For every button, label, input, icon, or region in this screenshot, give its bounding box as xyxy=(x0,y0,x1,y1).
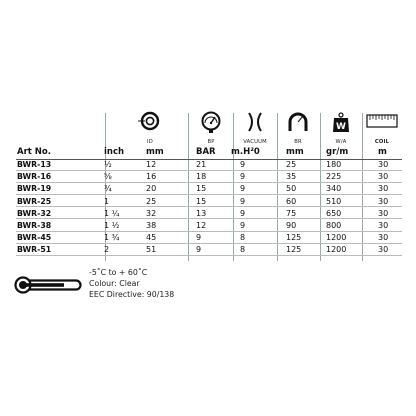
vacuum-cell xyxy=(235,111,275,145)
cell-art-no: BWR-38 xyxy=(17,220,52,230)
cell-bp: 9 xyxy=(196,245,202,255)
coil-ruler-icon xyxy=(365,111,399,133)
cell-bp: 12 xyxy=(196,220,207,230)
table-header xyxy=(16,145,402,158)
header-weight-unit: gr/m xyxy=(326,147,349,157)
cell-weight: 225 xyxy=(326,172,342,182)
cell-mm: 38 xyxy=(146,220,157,230)
table-row xyxy=(16,182,402,194)
table-row xyxy=(16,231,402,243)
header-mm: mm xyxy=(146,147,164,157)
inner-diameter-icon xyxy=(137,111,163,133)
cell-mm: 12 xyxy=(146,160,157,169)
cell-length: 30 xyxy=(378,208,389,218)
bp-caption: BP xyxy=(207,139,215,145)
cell-mm: 20 xyxy=(146,184,157,194)
table-row xyxy=(16,207,402,219)
coil-caption: COIL xyxy=(374,139,390,145)
id-caption: ID xyxy=(147,139,153,145)
cell-length: 30 xyxy=(378,196,389,206)
cell-bp: 21 xyxy=(196,160,207,169)
cell-weight: 340 xyxy=(326,184,342,194)
table-row xyxy=(16,219,402,231)
directive-note: EEC Directive: 90/138 xyxy=(89,290,175,299)
cell-mm: 45 xyxy=(146,233,157,243)
header-vacuum-unit: m.H²0 xyxy=(231,147,260,157)
cell-weight: 650 xyxy=(326,208,342,218)
cell-vacuum: 9 xyxy=(240,184,246,194)
weight-icon xyxy=(328,111,354,135)
cell-length: 30 xyxy=(378,220,389,230)
cell-vacuum: 9 xyxy=(240,220,246,230)
vacuum-icon xyxy=(242,111,268,135)
bend-radius-icon xyxy=(285,111,311,135)
wa-caption: W/A xyxy=(335,139,347,145)
cell-weight: 180 xyxy=(326,160,342,169)
header-underline xyxy=(16,159,402,160)
header-length-unit: m xyxy=(378,147,387,157)
spec-table xyxy=(16,145,402,256)
cell-mm: 16 xyxy=(146,172,157,182)
header-art-no: Art No. xyxy=(17,147,51,157)
cell-br: 125 xyxy=(286,233,302,243)
cell-vacuum: 9 xyxy=(240,160,246,169)
cell-bp: 13 xyxy=(196,208,207,218)
cell-mm: 32 xyxy=(146,208,157,218)
temperature-range: -5˚C to + 60˚C xyxy=(89,268,148,277)
cell-inch: ½ xyxy=(104,160,112,169)
cell-inch: 1 ¼ xyxy=(104,208,120,218)
cell-br: 35 xyxy=(286,172,297,182)
cell-art-no: BWR-13 xyxy=(17,160,52,169)
cell-vacuum: 8 xyxy=(240,245,246,255)
wa-cell xyxy=(321,111,361,145)
cell-art-no: BWR-16 xyxy=(17,172,52,182)
cell-inch: ⅝ xyxy=(104,172,112,182)
cell-art-no: BWR-25 xyxy=(17,196,52,206)
cell-vacuum: 9 xyxy=(240,172,246,182)
cell-br: 50 xyxy=(286,184,297,194)
header-br-unit: mm xyxy=(286,147,304,157)
cell-length: 30 xyxy=(378,245,389,255)
cell-art-no: BWR-45 xyxy=(17,233,52,243)
cell-weight: 800 xyxy=(326,220,342,230)
cell-vacuum: 9 xyxy=(240,208,246,218)
cell-br: 60 xyxy=(286,196,297,206)
cell-inch: ¾ xyxy=(104,184,112,194)
cell-bp: 15 xyxy=(196,196,207,206)
cell-length: 30 xyxy=(378,172,389,182)
table-row xyxy=(16,243,402,255)
cell-inch: 1 ¾ xyxy=(104,233,120,243)
cell-vacuum: 8 xyxy=(240,233,246,243)
cell-inch: 2 xyxy=(104,245,110,255)
cell-mm: 51 xyxy=(146,245,157,255)
cell-bp: 15 xyxy=(196,184,207,194)
cell-weight: 1200 xyxy=(326,233,347,243)
cell-br: 25 xyxy=(286,160,297,169)
thermometer-icon xyxy=(14,272,82,298)
table-row xyxy=(16,195,402,207)
cell-length: 30 xyxy=(378,160,389,169)
colour-note: Colour: Clear xyxy=(89,279,140,288)
cell-br: 90 xyxy=(286,220,297,230)
cell-bp: 9 xyxy=(196,233,202,243)
svg-text:W: W xyxy=(336,122,346,132)
cell-mm: 25 xyxy=(146,196,157,206)
header-inch: inch xyxy=(104,147,125,157)
br-caption: BR xyxy=(294,139,302,145)
cell-weight: 1200 xyxy=(326,245,347,255)
cell-length: 30 xyxy=(378,233,389,243)
bp-cell xyxy=(191,111,231,145)
cell-inch: 1 ½ xyxy=(104,220,120,230)
cell-vacuum: 9 xyxy=(240,196,246,206)
header-bar: BAR xyxy=(196,147,216,157)
pressure-gauge-icon xyxy=(198,111,224,135)
vacuum-caption: VACUUM xyxy=(243,139,267,145)
id-cell xyxy=(130,111,170,145)
cell-br: 125 xyxy=(286,245,302,255)
notes xyxy=(89,267,174,300)
cell-bp: 18 xyxy=(196,172,207,182)
table-row xyxy=(16,170,402,182)
cell-weight: 510 xyxy=(326,196,342,206)
cell-art-no: BWR-32 xyxy=(17,208,52,218)
cell-art-no: BWR-51 xyxy=(17,245,52,255)
icon-header-row xyxy=(16,111,402,145)
cell-br: 75 xyxy=(286,208,297,218)
cell-length: 30 xyxy=(378,184,389,194)
br-cell xyxy=(278,111,318,145)
coil-cell xyxy=(362,111,402,145)
cell-inch: 1 xyxy=(104,196,110,206)
cell-art-no: BWR-19 xyxy=(17,184,52,194)
